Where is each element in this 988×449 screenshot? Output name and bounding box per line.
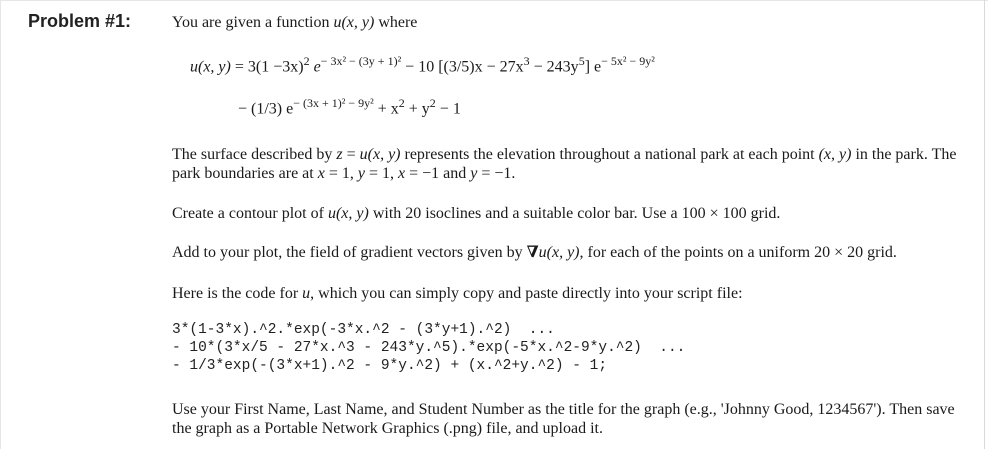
equation-line2-exponent: − (3x + 1)² − 9y² — [293, 96, 374, 110]
surface-text-g: = −1 and — [405, 165, 471, 182]
equation-lhs: u(x, y) — [190, 58, 231, 76]
contour-paragraph — [172, 204, 972, 223]
code-intro-paragraph — [172, 284, 972, 303]
equation-sup-2: 3 — [523, 54, 530, 68]
surface-text-f: = 1, — [364, 165, 398, 182]
surface-var-y2: y — [470, 165, 478, 182]
equation-line2-y-sup: 2 — [429, 96, 436, 110]
surface-func-u: u(x, y) — [359, 146, 401, 163]
equation-term-4: ] e — [584, 58, 602, 76]
surface-var-y1: y — [357, 165, 365, 182]
code-line-1: 3*(1-3*x).^2.*exp(-3*x.^2 - (3*y+1).^2) ... — [172, 322, 555, 338]
equation-e-1: e — [309, 58, 321, 76]
code-intro-text-b: , which you can simply copy and paste directly into your script file: — [310, 285, 743, 302]
gradient-paragraph — [172, 243, 972, 262]
equation-line-1 — [190, 54, 655, 76]
code-line-3: - 1/3*exp(-(3*x+1).^2 - 9*y.^2) + (x.^2+y.^2) - 1; — [172, 358, 608, 374]
frame-top-border — [0, 0, 988, 1]
equation-sup-1: 2 — [303, 54, 310, 68]
equation-line2-x: + x — [373, 100, 399, 118]
equation-line2-x-sup: 2 — [398, 96, 405, 110]
intro-suffix: where — [374, 14, 418, 31]
surface-point-xy: (x, y) — [818, 146, 852, 163]
equation-line2-y: + y — [404, 100, 430, 118]
surface-text-d: in the park. The park boundaries are at — [172, 146, 957, 182]
surface-text-b: = — [342, 146, 360, 163]
surface-paragraph — [172, 145, 972, 183]
problem-label: Problem #1: — [28, 11, 132, 31]
gradient-func-u: u(x, y) — [538, 244, 580, 261]
equation-exponent-1: − 3x² − (3y + 1)² — [320, 54, 402, 68]
code-intro-text-a: Here is the code for — [172, 285, 303, 302]
code-block[interactable] — [172, 321, 685, 375]
equation-line2-end: − 1 — [435, 100, 461, 118]
intro-prefix: You are given a function — [172, 14, 334, 31]
gradient-text-a: Add to your plot, the field of gradient vectors given by — [172, 244, 527, 261]
frame-left-border — [0, 0, 1, 449]
surface-text-e: = 1, — [324, 165, 358, 182]
nabla-symbol: ∇ — [526, 244, 539, 261]
equation-sup-3: 5 — [578, 54, 585, 68]
contour-text-b: with 20 isoclines and a suitable color bar. Use a 100 × 100 grid. — [368, 205, 781, 222]
surface-var-z: z — [336, 146, 343, 163]
surface-text-h: = −1. — [477, 165, 516, 182]
contour-func-u: u(x, y) — [327, 205, 369, 222]
gradient-text-b: , for each of the points on a uniform 20 × 20 grid. — [579, 244, 897, 261]
surface-text-c: represents the elevation throughout a national park at each point — [400, 146, 819, 163]
equation-term-1: = 3(1 −3x) — [230, 58, 304, 76]
code-intro-var-u: u — [302, 285, 311, 302]
equation-term-3: − 243y — [529, 58, 579, 76]
equation-line-2 — [238, 96, 461, 118]
frame-right-border — [984, 0, 985, 449]
problem-intro — [172, 14, 417, 32]
surface-var-x2: x — [398, 165, 406, 182]
intro-function: u(x, y) — [333, 14, 375, 31]
code-line-2: - 10*(3*x/5 - 27*x.^3 - 243*y.^5).*exp(-5*x.^2-9*y.^2) ... — [172, 340, 686, 356]
instructions-paragraph: Use your First Name, Last Name, and Student Number as the title for the graph (e.g., 'Johnny Good, 1234567'). Then save the graph as a Portable Network Graphics (.png) file, and upload it. — [172, 401, 955, 437]
surface-text-a: The surface described by — [172, 146, 337, 163]
contour-text-a: Create a contour plot of — [172, 205, 328, 222]
equation-term-2: − 10 [(3/5)x − 27x — [401, 58, 524, 76]
surface-var-x1: x — [317, 165, 325, 182]
equation-line2-start: − (1/3) e — [238, 100, 294, 118]
equation-exponent-2: − 5x² − 9y² — [601, 54, 655, 68]
